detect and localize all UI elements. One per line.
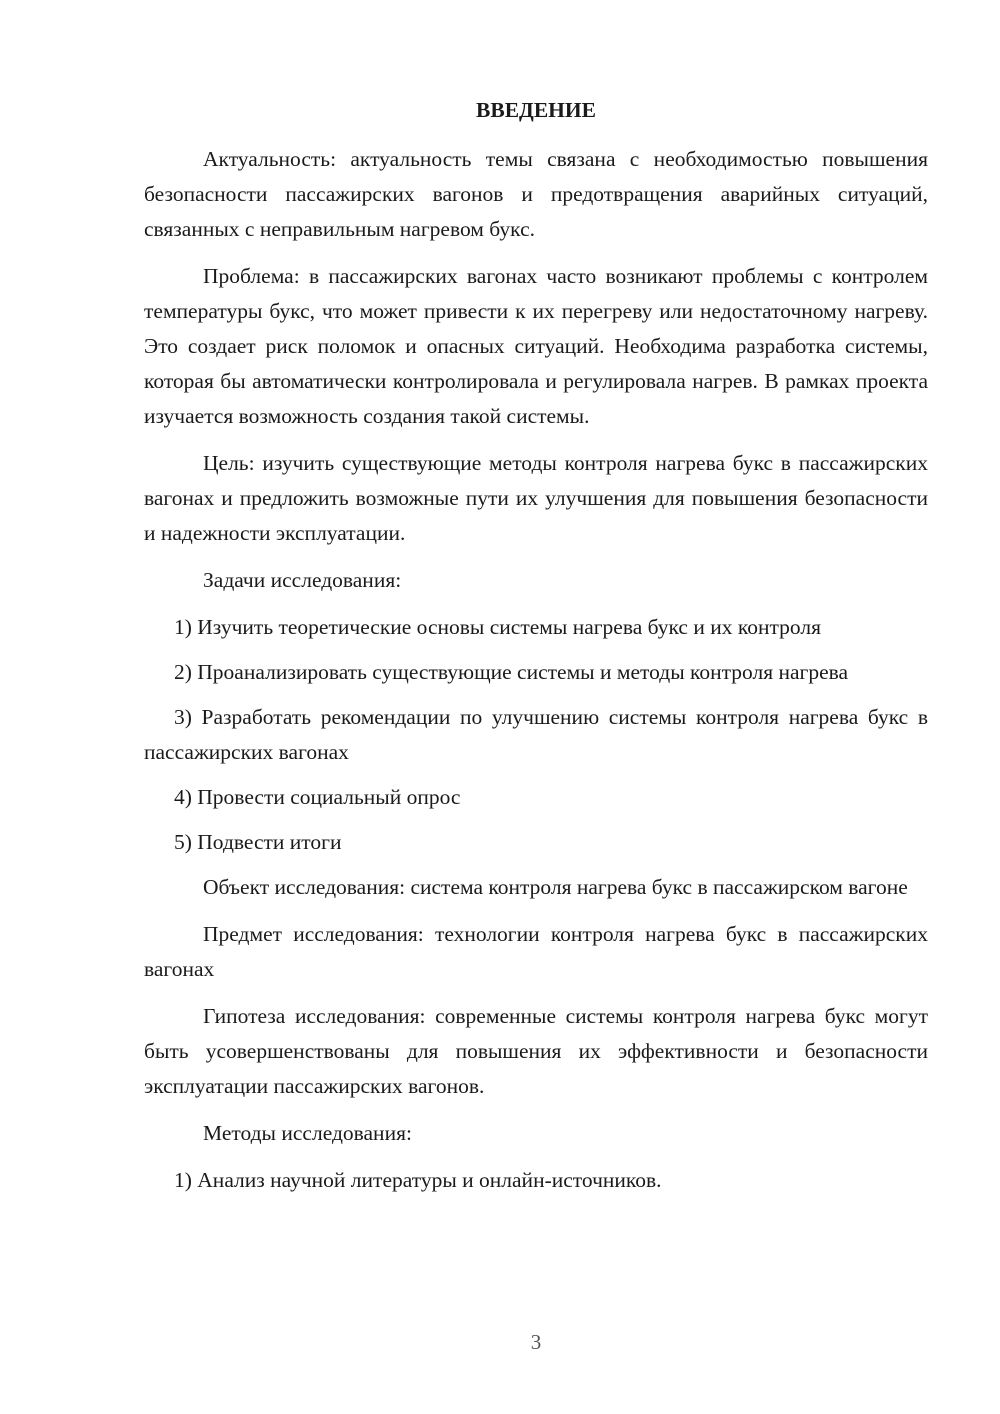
task-item-5: 5) Подвести итоги — [174, 830, 342, 854]
relevance-paragraph: Актуальность: актуальность темы связана с необходимостью повышения безопасности пассажирских вагонов и предотвращения аварийных ситуаций, связанных с неправильным нагревом букс. — [144, 147, 928, 241]
problem-paragraph: Проблема: в пассажирских вагонах часто возникают проблемы с контролем температуры букс, что может привести к их перегреву или недостаточному нагреву. Это создает риск поломок и опасных ситуаций. Необходима разработка системы, которая бы автоматически контролировала и регулировала нагрев. В рамках проекта изучается возможность создания такой системы. — [144, 264, 928, 428]
document-page — [144, 92, 928, 1208]
task-item-1: 1) Изучить теоретические основы системы нагрева букс и их контроля — [174, 615, 821, 639]
object-paragraph: Объект исследования: система контроля нагрева букс в пассажирском вагоне — [203, 875, 908, 899]
method-item-1: 1) Анализ научной литературы и онлайн-источников. — [174, 1168, 662, 1192]
methods-heading: Методы исследования: — [203, 1121, 412, 1145]
page-title: ВВЕДЕНИЕ — [476, 98, 596, 122]
page-number: 3 — [530, 1330, 542, 1354]
task-item-2: 2) Проанализировать существующие системы и методы контроля нагрева — [174, 660, 849, 684]
hypothesis-paragraph: Гипотеза исследования: современные системы контроля нагрева букс могут быть усовершенствованы для повышения их эффективности и безопасности эксплуатации пассажирских вагонов. — [144, 1004, 928, 1098]
subject-paragraph: Предмет исследования: технологии контроля нагрева букс в пассажирских вагонах — [144, 922, 928, 981]
task-item-4: 4) Провести социальный опрос — [174, 785, 461, 809]
tasks-heading: Задачи исследования: — [203, 568, 402, 592]
goal-paragraph: Цель: изучить существующие методы контроля нагрева букс в пассажирских вагонах и предложить возможные пути их улучшения для повышения безопасности и надежности эксплуатации. — [144, 451, 928, 545]
task-item-3: 3) Разработать рекомендации по улучшению системы контроля нагрева букс в пассажирских вагонах — [144, 705, 928, 764]
